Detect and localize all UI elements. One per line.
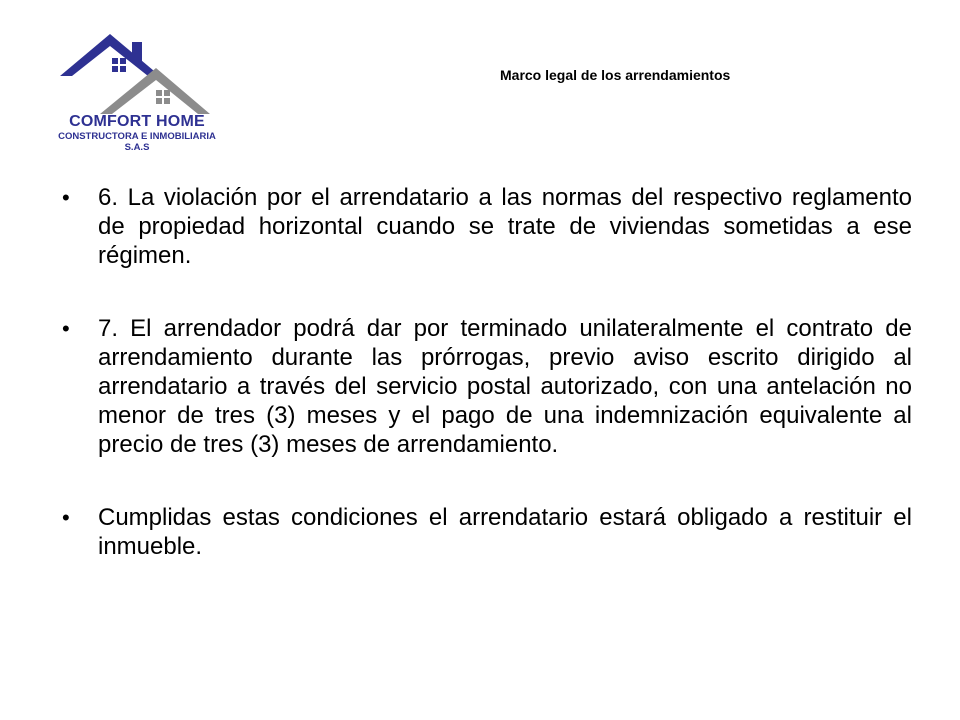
- bullet-item: [62, 314, 912, 459]
- logo-entity: S.A.S: [124, 142, 150, 153]
- bullet-text: 6. La violación por el arrendatario a las normas del respectivo reglamento de propiedad horizontal cuando se trate de viviendas sometidas a ese régimen.: [98, 184, 912, 269]
- bullet-list: [62, 183, 912, 561]
- bullet-item: [62, 183, 912, 270]
- company-logo: [52, 32, 222, 157]
- logo-brand-name: COMFORT HOME: [69, 113, 205, 130]
- bullet-marker: •: [62, 505, 70, 530]
- bullet-text: 7. El arrendador podrá dar por terminado unilateralmente el contrato de arrendamiento durante las prórrogas, previo aviso escrito dirigido al arrendatario a través del servicio postal autorizado, con una antelación no menor de tres (3) meses y el pago de una indemnización equivalente al precio de tres (3) meses de arrendamiento.: [98, 315, 912, 458]
- bullet-text: Cumplidas estas condiciones el arrendatario estará obligado a restituir el inmueble.: [98, 504, 912, 560]
- logo-subtitle: CONSTRUCTORA E INMOBILIARIA: [58, 131, 216, 142]
- bullet-marker: •: [62, 185, 70, 210]
- slide-title: Marco legal de los arrendamientos: [500, 67, 731, 83]
- bullet-item: [62, 503, 912, 561]
- house-icon: [52, 32, 222, 114]
- bullet-marker: •: [62, 316, 70, 341]
